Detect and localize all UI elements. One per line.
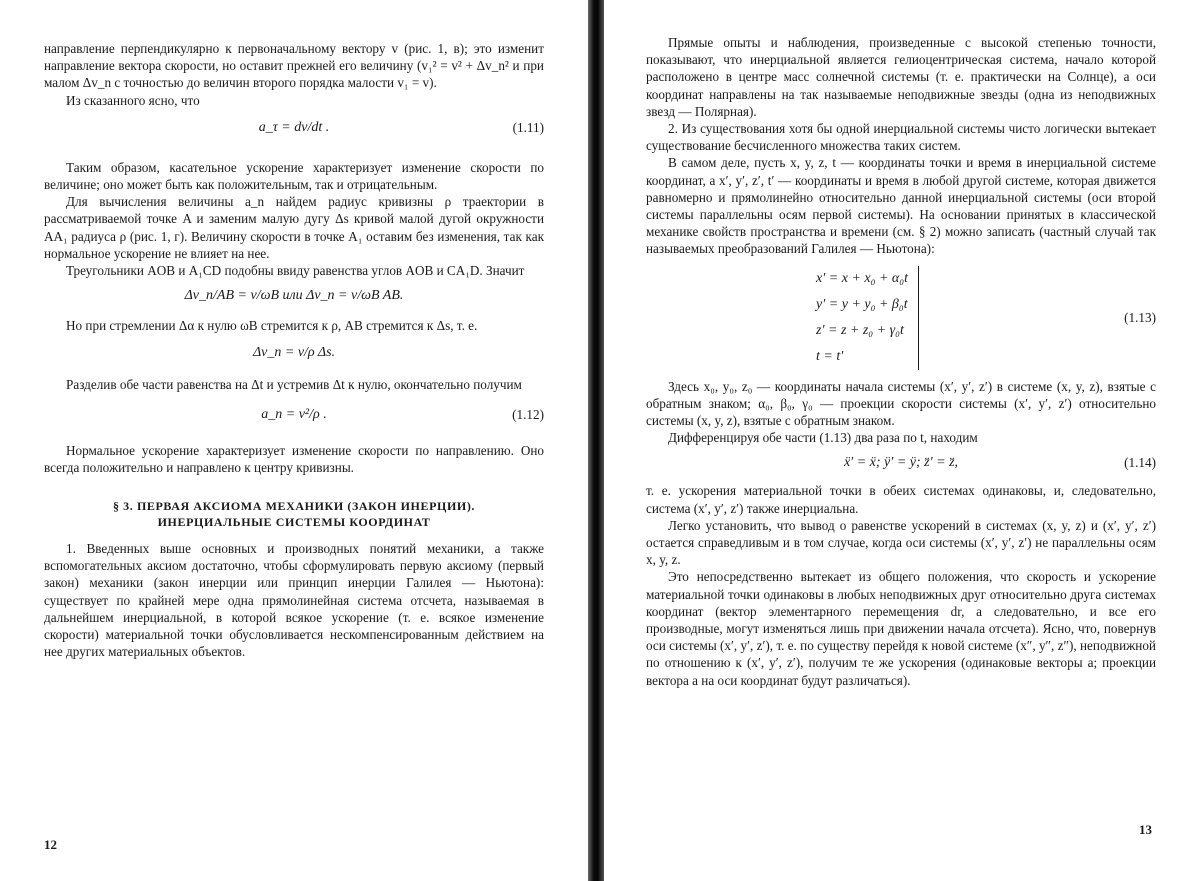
formula-1-11	[44, 119, 544, 137]
paragraph: Для вычисления величины a_n найдем радиус кривизны ρ траектории в рассматриваемой точке A и заменим малую дугу Δs кривой малой дугой окружности AA₁ радиуса ρ (рис. 1, г). Величину скорости в точке A₁ оставим без изменения, так как нормальное ускорение не влияет на нее.	[44, 194, 544, 261]
paragraph: Здесь x₀, y₀, z₀ — координаты начала системы (x′, y′, z′) в системе (x, y, z), взятые с обратным знаком; α₀, β₀, γ₀ — проекции скорости системы (x′, y′, z′) относительно системы (x, y, z), взятые с обратным знаком.	[646, 378, 1156, 429]
system-line: t = t′	[816, 348, 844, 364]
equation-number: (1.11)	[512, 119, 544, 135]
right-page	[604, 0, 1200, 881]
formula-expression: Δv_n/AB = v/ωB или Δv_n = v/ωB AB.	[184, 288, 404, 304]
right-text-column	[646, 34, 1156, 689]
paragraph: т. е. ускорения материальной точки в обеих системах одинаковы, и, следовательно, система (x′, y′, z′) также инерциальна.	[646, 483, 1156, 516]
paragraph: Легко установить, что вывод о равенстве ускорений в системах (x, y, z) и (x′, y′, z′) остается справедливым и в том случае, когда оси системы (x′, y′, z′) не параллельны осям x, y, z.	[646, 517, 1156, 568]
system-line: z′ = z + z₀ + γ₀t	[816, 322, 904, 338]
page-number: 12	[44, 837, 57, 852]
paragraph: Треугольники AOB и A₁CD подобны ввиду равенства углов AOB и CA₁D. Значит	[66, 263, 525, 279]
paragraph: направление перпендикулярно к первоначальному вектору v (рис. 1, в); это изменит направление вектора скорости, но оставит прежней его величину (v₁² = v² + Δv_n² и при малом Δv_n с точностью до величин второго порядка малости v₁ = v).	[44, 41, 544, 91]
system-line: x′ = x + x₀ + α₀t	[816, 270, 909, 286]
book-gutter	[588, 0, 604, 881]
equation-system	[816, 266, 919, 370]
paragraph: Нормальное ускорение характеризует изменение скорости по направлению. Оно всегда положительно и направлено к центру кривизны.	[44, 442, 544, 475]
paragraph: Таким образом, касательное ускорение характеризует изменение скорости по величине; оно может быть как положительным, так и отрицательным.	[44, 159, 544, 193]
formula-1-14	[646, 454, 1156, 472]
section-heading-line: § 3. ПЕРВАЯ АКСИОМА МЕХАНИКИ (ЗАКОН ИНЕРЦИИ).	[112, 499, 476, 514]
equation-number: (1.13)	[1124, 309, 1156, 325]
formula-expression: a_τ = dv/dt .	[258, 119, 330, 135]
equation-number: (1.14)	[1124, 455, 1156, 471]
formula-expression: Δv_n = v/ρ Δs.	[252, 345, 336, 361]
paragraph: Это непосредственно вытекает из общего положения, что скорость и ускорение материальной точки одинаковы в любых неподвижных друг относительно друга системах координат (вектор элементарного перемещения dr, а следовательно, и все его производные, могут изменяться лишь при движении начала отсчета). Ясно, что, повернув оси системы (x′, y′, z′), т. е. по существу перейдя к новой системе (x″, y″, z″), неподвижной по отношению к (x′, y′, z′), получим те же ускорения (одинаковые векторы a; проекции вектора a на оси координат будут различаться).	[646, 569, 1156, 688]
section-heading	[44, 498, 544, 530]
paragraph: Разделив обе части равенства на Δt и устремив Δt к нулю, окончательно получим	[66, 377, 522, 393]
formula-1-13	[646, 266, 1156, 370]
paragraph: Дифференцируя обе части (1.13) два раза по t, находим	[668, 430, 978, 446]
paragraph: Из сказанного ясно, что	[66, 92, 200, 108]
formula-expression: ẍ′ = ẍ; ÿ′ = ÿ; z̈′ = z̈,	[843, 455, 959, 471]
paragraph: В самом деле, пусть x, y, z, t — координаты точки и время в инерциальной системе координат, а x′, y′, z′, t′ — координаты и время в любой другой системе, которая движется равномерно и прямолинейно относительно данной инерциальной системы (оси второй системы параллельны осям первой системы). На основании принятых в классической механике свойств пространства и времени (см. § 2) можно записать (частный случай так называемых преобразований Галилея — Ньютона):	[646, 155, 1156, 257]
formula-1-12	[44, 406, 544, 424]
paragraph: Но при стремлении Δα к нулю ωB стремится к ρ, AB стремится к Δs, т. е.	[66, 318, 478, 334]
formula-ratio	[44, 287, 544, 305]
left-page	[0, 0, 588, 881]
paragraph: Прямые опыты и наблюдения, произведенные с высокой степенью точности, показывают, что инерциальной является гелиоцентрическая система, начало которой расположено в центре масс солнечной системы (т. е. практически на Солнце), а оси координат направлены на так называемые неподвижные звезды (одна из неподвижных звезд — Полярная).	[646, 35, 1156, 119]
paragraph: 1. Введенных выше основных и производных понятий механики, а также вспомогательных аксиом достаточно, чтобы сформулировать первую аксиому (первый закон) механики (закон инерции или принцип инерции Галилея — Ньютона): существует по крайней мере одна прямолинейная система отсчета, называемая в дальнейшем инерциальной, в которой всякое ускорение (т. е. всякое изменение скорости) материальной точки обусловливается нескомпенсированным действием на нее других материальных объектов.	[44, 541, 544, 660]
left-text-column	[44, 40, 544, 660]
paragraph: 2. Из существования хотя бы одной инерциальной системы чисто логически вытекает существование бесчисленного множества таких систем.	[646, 121, 1156, 154]
equation-number: (1.12)	[512, 406, 544, 422]
formula-expression: a_n = v²/ρ .	[261, 406, 327, 422]
formula-ds	[44, 344, 544, 362]
section-heading-line: ИНЕРЦИАЛЬНЫЕ СИСТЕМЫ КООРДИНАТ	[157, 515, 431, 530]
page-number: 13	[1139, 822, 1152, 837]
system-line: y′ = y + y₀ + β₀t	[816, 296, 908, 312]
